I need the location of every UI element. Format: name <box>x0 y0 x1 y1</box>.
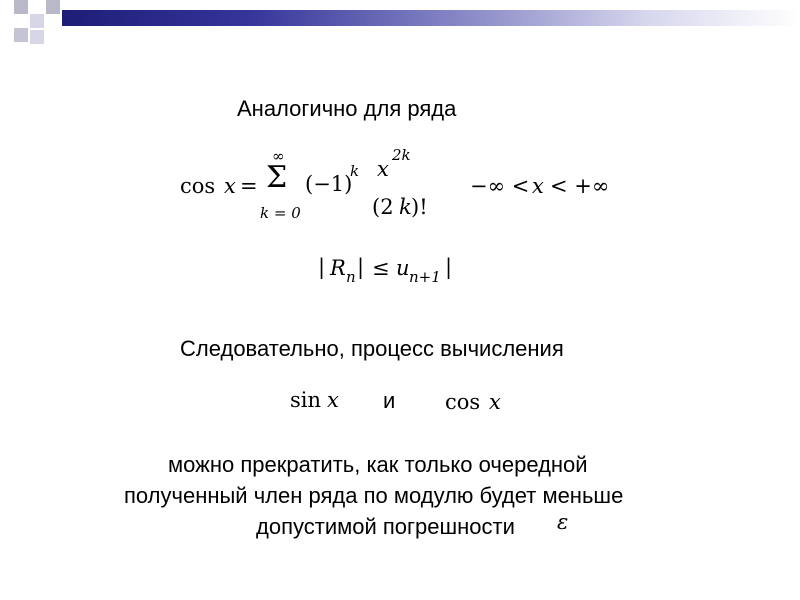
range-left: −∞ < <box>470 174 530 198</box>
numerator-exponent: 2k <box>392 146 411 164</box>
paragraph-line-1: можно прекратить, как только очередной <box>168 452 588 477</box>
range-variable: x <box>532 174 544 198</box>
minus-one-exponent: k <box>350 162 360 180</box>
header-square-2 <box>30 14 44 28</box>
header-gradient-bar <box>62 10 800 26</box>
remainder-r-subscript: n <box>346 268 356 286</box>
equals-sign: = <box>240 174 258 198</box>
header-square-1 <box>14 0 28 14</box>
and-conjunction: и <box>383 388 396 413</box>
cos-function-2: cos <box>445 390 481 414</box>
paragraph-line-2: полученный член ряда по модулю будет меньше <box>124 483 624 508</box>
header-square-3 <box>46 0 60 14</box>
denominator-close: )! <box>411 195 428 219</box>
term-u: u <box>396 256 410 280</box>
sigma-symbol: Σ <box>266 160 288 195</box>
header-square-5 <box>14 28 28 42</box>
range-right: < +∞ <box>550 174 610 198</box>
remainder-r: R <box>330 256 346 280</box>
sum-upper-limit: ∞ <box>272 147 285 165</box>
abs-bar-right: | <box>445 255 453 279</box>
slide-heading: Аналогично для ряда <box>237 96 457 121</box>
numerator-x: x <box>377 157 389 181</box>
abs-bar-left-outer: | <box>318 255 326 279</box>
cos-function: cos <box>180 174 216 198</box>
minus-one-term: (−1) <box>305 172 353 196</box>
paragraph-line-3: допустимой погрешности <box>256 514 515 539</box>
cos-variable-2: x <box>489 390 501 414</box>
sum-lower-limit: k = 0 <box>260 204 301 222</box>
term-u-subscript: n+1 <box>409 268 441 286</box>
abs-bar-left-inner: | <box>357 255 365 279</box>
header-square-4 <box>30 30 44 44</box>
epsilon-symbol: ε <box>557 510 569 534</box>
cos-variable: x <box>224 174 236 198</box>
leq-sign: ≤ <box>372 256 390 280</box>
denominator-open: (2 <box>372 195 394 219</box>
sin-variable: x <box>327 388 339 412</box>
denominator-k: k <box>399 195 412 219</box>
sin-function: sin <box>290 388 322 412</box>
conclusion-text: Следовательно, процесс вычисления <box>180 336 564 361</box>
